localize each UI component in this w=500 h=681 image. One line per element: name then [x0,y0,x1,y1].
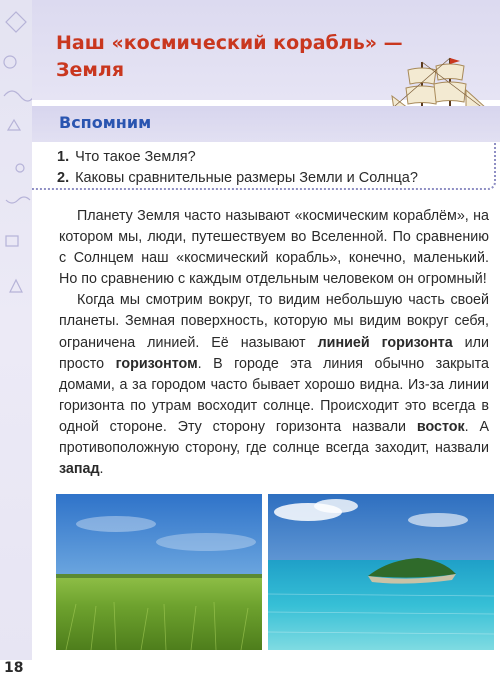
body-text [59,206,489,480]
term-west: запад [59,461,100,478]
page-number: 18 [4,660,24,676]
decorative-margin-strip [0,0,32,660]
page-title-line1: Наш «космический корабль» — [56,32,403,54]
recall-question-text: Что такое Земля? [75,149,196,165]
photo-sea-horizon [268,494,494,650]
paragraph-2-text: . А противоположную сторону, где солнце всегда заходит, назвали [59,418,490,457]
recall-heading: Вспомним [59,113,152,132]
recall-question-list [57,147,418,189]
page-title-line2: Земля [56,59,125,81]
recall-question-text: Каковы сравнительные размеры Земли и Солнца? [75,170,418,186]
paragraph-2-text: . В городе эта линия обычно закрыта домами, а за городом часто бывает хорошо видна. Из-за линии горизонта по утрам восходит солнце. Происходит это всегда в одной стороне. Эту сторону горизонта назвали [59,355,489,435]
paragraph-2-text: . [99,461,104,478]
paragraph-1: Планету Земля часто называют «космическим кораблём», на котором мы, люди, путешествуем во Вселенной. По сравнению с Солнцем наш «космический корабль», конечно, маленький. Но по сравнению с каждым отдельным человеком он огромный! [59,208,489,288]
recall-question-number: 2. [57,170,70,186]
paragraph-2 [59,290,489,480]
term-horizon-line: линией горизонта [317,334,453,351]
paragraph-2-text: или просто [59,334,489,372]
page-title [56,30,416,84]
recall-question-1 [57,147,418,168]
recall-question-2 [57,168,418,189]
decorative-margin-icons [0,0,32,660]
photo-field-horizon [56,494,262,650]
term-horizon: горизонтом [115,355,198,372]
recall-question-number: 1. [57,149,70,165]
paragraph-2-text: Когда мы смотрим вокруг, то видим небольшую часть своей планеты. Земная поверхность, которую мы видим вокруг себя, ограничена линией. Её называют [59,292,489,351]
term-east: восток [416,418,465,435]
